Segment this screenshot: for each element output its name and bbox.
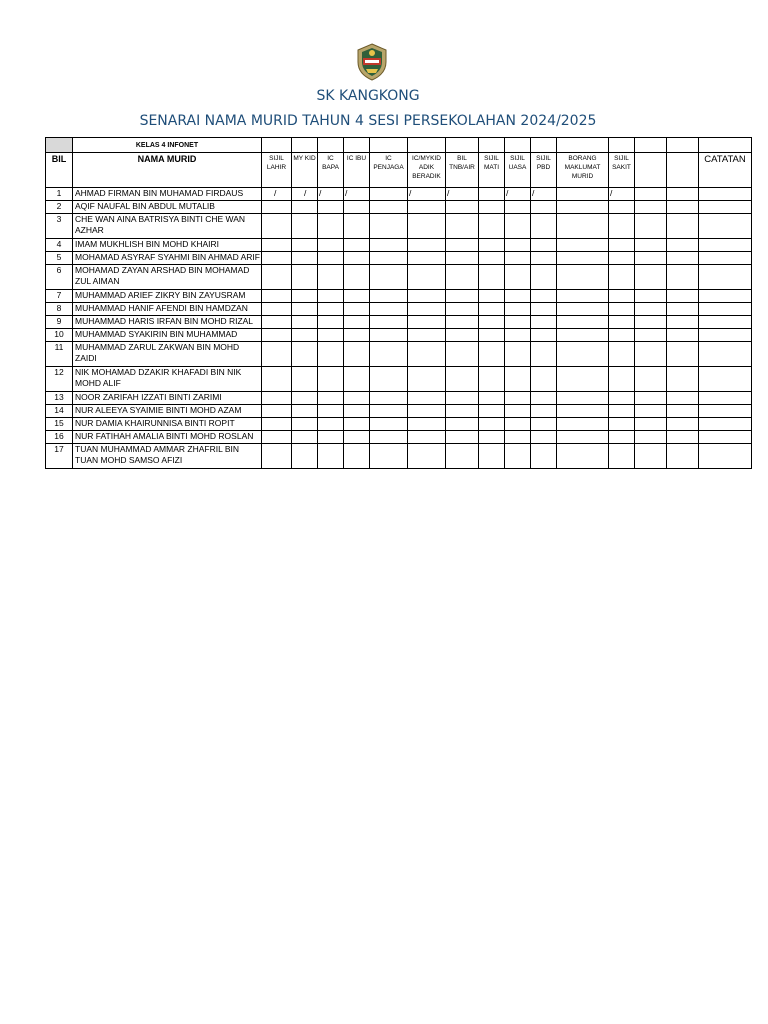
- table-row: [46, 188, 752, 201]
- school-name: SK KANGKONG: [316, 88, 420, 104]
- check-mark: /: [505, 188, 531, 201]
- check-mark: /: [318, 188, 344, 201]
- table-row: [46, 201, 752, 214]
- col-ic-penjaga: IC PENJAGA: [370, 153, 408, 188]
- check-mark: /: [292, 188, 318, 201]
- table-row: [46, 303, 752, 316]
- col-ic-bapa: IC BAPA: [318, 153, 344, 188]
- student-document-checklist-table: [45, 137, 752, 469]
- col-bil: BIL: [46, 153, 73, 188]
- class-name: KELAS 4 INFONET: [73, 138, 262, 153]
- check-mark: /: [344, 188, 370, 201]
- col-sijil-uasa: SIJIL UASA: [505, 153, 531, 188]
- row-nama: MUHAMMAD HARIS IRFAN BIN MOHD RIZAL: [73, 316, 262, 329]
- check-mark: /: [446, 188, 479, 201]
- check-mark: /: [408, 188, 446, 201]
- row-bil: 5: [46, 252, 73, 265]
- row-nama: AHMAD FIRMAN BIN MUHAMAD FIRDAUS: [73, 188, 262, 201]
- row-bil: 17: [46, 444, 73, 469]
- table-row: [46, 239, 752, 252]
- col-ic-adik-beradik: IC/MYKID ADIK BERADIK: [408, 153, 446, 188]
- table-row: [46, 252, 752, 265]
- row-bil: 16: [46, 431, 73, 444]
- col-sijil-mati: SIJIL MATI: [479, 153, 505, 188]
- class-row-blank: [46, 138, 73, 153]
- row-nama: NOOR ZARIFAH IZZATI BINTI ZARIMI: [73, 392, 262, 405]
- row-nama: IMAM MUKHLISH BIN MOHD KHAIRI: [73, 239, 262, 252]
- row-bil: 2: [46, 201, 73, 214]
- col-nama-murid: NAMA MURID: [73, 153, 262, 188]
- row-nama: NUR ALEEYA SYAIMIE BINTI MOHD AZAM: [73, 405, 262, 418]
- header-row: [46, 153, 752, 188]
- row-nama: MUHAMMAD ZARUL ZAKWAN BIN MOHD ZAIDI: [73, 342, 262, 367]
- table-row: [46, 405, 752, 418]
- table-row: [46, 214, 752, 239]
- row-nama: CHE WAN AINA BATRISYA BINTI CHE WAN AZHAR: [73, 214, 262, 239]
- row-bil: 6: [46, 265, 73, 290]
- row-nama: NUR FATIHAH AMALIA BINTI MOHD ROSLAN: [73, 431, 262, 444]
- col-borang-maklumat: BORANG MAKLUMAT MURID: [557, 153, 609, 188]
- row-bil: 15: [46, 418, 73, 431]
- row-bil: 8: [46, 303, 73, 316]
- row-bil: 9: [46, 316, 73, 329]
- row-nama: MUHAMMAD HANIF AFENDI BIN HAMDZAN: [73, 303, 262, 316]
- table-row: [46, 316, 752, 329]
- table-row: [46, 418, 752, 431]
- col-catatan: CATATAN: [699, 153, 752, 188]
- col-sijil-pbd: SIJIL PBD: [531, 153, 557, 188]
- col-sijil-lahir: SIJIL LAHIR: [262, 153, 292, 188]
- row-bil: 10: [46, 329, 73, 342]
- row-bil: 3: [46, 214, 73, 239]
- class-row: [46, 138, 752, 153]
- col-blank-1: [635, 153, 667, 188]
- row-bil: 12: [46, 367, 73, 392]
- row-bil: 11: [46, 342, 73, 367]
- row-bil: 7: [46, 290, 73, 303]
- row-bil: 1: [46, 188, 73, 201]
- table-row: [46, 290, 752, 303]
- check-mark: /: [262, 188, 292, 201]
- row-nama: MOHAMAD ZAYAN ARSHAD BIN MOHAMAD ZUL AIMAN: [73, 265, 262, 290]
- row-nama: MUHAMMAD ARIEF ZIKRY BIN ZAYUSRAM: [73, 290, 262, 303]
- col-my-kid: MY KID: [292, 153, 318, 188]
- row-nama: NUR DAMIA KHAIRUNNISA BINTI ROPIT: [73, 418, 262, 431]
- row-nama: MOHAMAD ASYRAF SYAHMI BIN AHMAD ARIF: [73, 252, 262, 265]
- check-mark: /: [531, 188, 557, 201]
- school-crest-logo: [352, 42, 392, 82]
- table-row: [46, 342, 752, 367]
- table-row: [46, 265, 752, 290]
- col-ic-ibu: IC IBU: [344, 153, 370, 188]
- table-row: [46, 392, 752, 405]
- table-row: [46, 367, 752, 392]
- table-row: [46, 329, 752, 342]
- student-rows: [46, 188, 752, 469]
- col-blank-2: [667, 153, 699, 188]
- col-sijil-sakit: SIJIL SAKIT: [609, 153, 635, 188]
- row-nama: AQIF NAUFAL BIN ABDUL MUTALIB: [73, 201, 262, 214]
- row-bil: 13: [46, 392, 73, 405]
- table-row: [46, 431, 752, 444]
- check-mark: /: [609, 188, 635, 201]
- row-bil: 14: [46, 405, 73, 418]
- table-row: [46, 444, 752, 469]
- col-bil-tnb-air: BIL TNB/AIR: [446, 153, 479, 188]
- row-nama: MUHAMMAD SYAKIRIN BIN MUHAMMAD: [73, 329, 262, 342]
- row-bil: 4: [46, 239, 73, 252]
- row-nama: NIK MOHAMAD DZAKIR KHAFADI BIN NIK MOHD ALIF: [73, 367, 262, 392]
- list-title: SENARAI NAMA MURID TAHUN 4 SESI PERSEKOLAHAN 2024/2025: [139, 113, 597, 129]
- row-nama: TUAN MUHAMMAD AMMAR ZHAFRIL BIN TUAN MOHD SAMSO AFIZI: [73, 444, 262, 469]
